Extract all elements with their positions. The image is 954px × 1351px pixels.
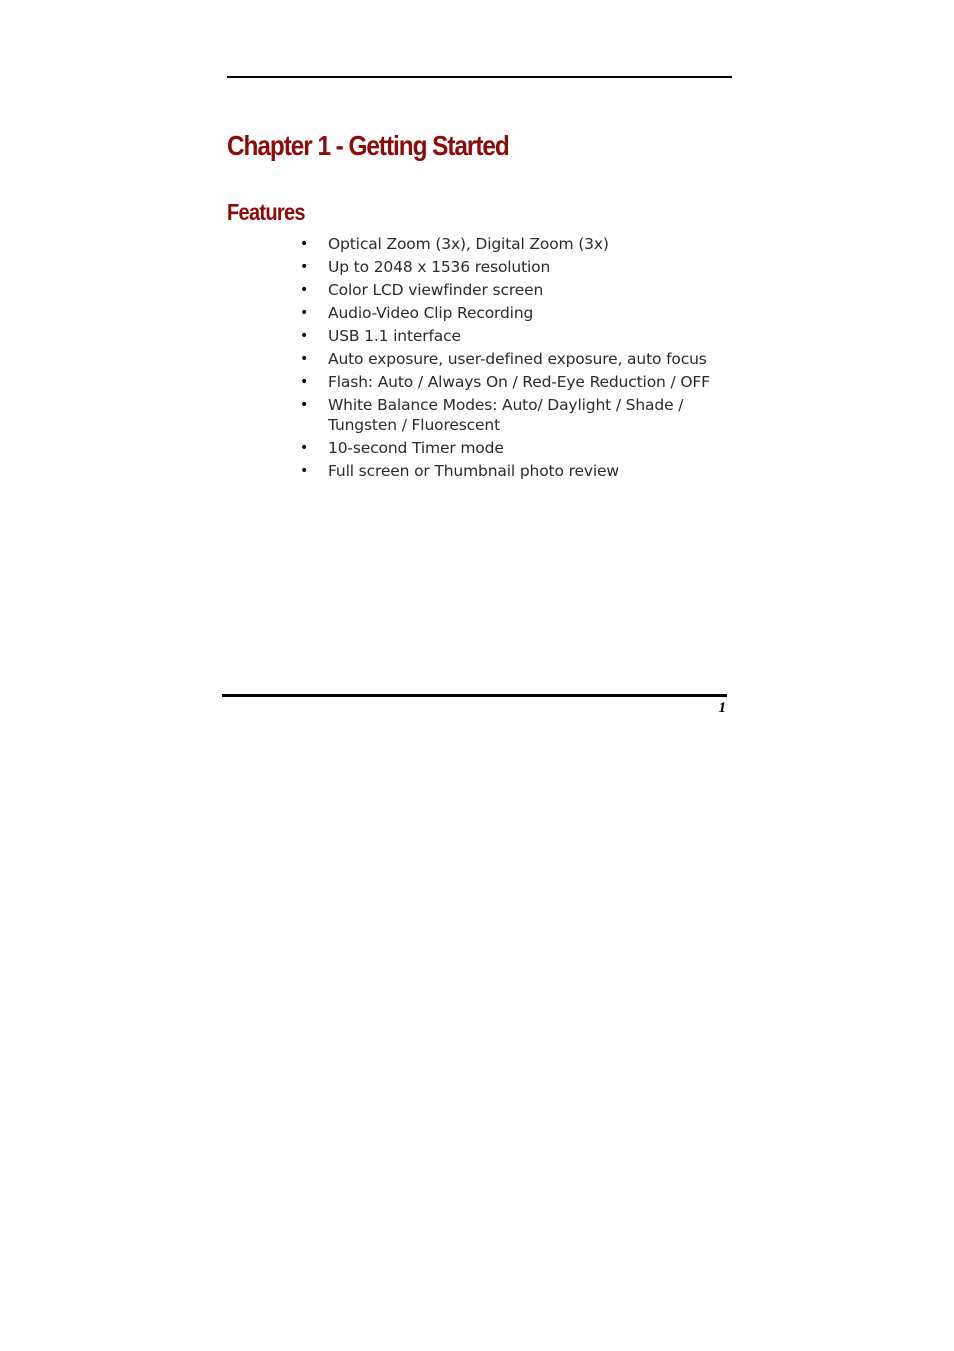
list-item — [300, 280, 730, 300]
bullet-icon: • — [300, 305, 309, 321]
list-item — [300, 438, 730, 458]
bullet-icon: • — [300, 440, 309, 456]
list-item — [300, 234, 730, 254]
header-rule — [227, 76, 732, 78]
bullet-icon: • — [300, 236, 309, 252]
bullet-icon: • — [300, 397, 309, 413]
feature-text: USB 1.1 interface — [328, 327, 461, 345]
list-item — [300, 326, 730, 346]
bullet-icon: • — [300, 374, 309, 390]
bullet-icon: • — [300, 328, 309, 344]
footer-rule — [222, 694, 727, 697]
feature-list — [300, 234, 730, 484]
feature-text: Optical Zoom (3x), Digital Zoom (3x) — [328, 235, 609, 253]
list-item — [300, 395, 730, 435]
bullet-icon: • — [300, 463, 309, 479]
bullet-icon: • — [300, 282, 309, 298]
page-number: 1 — [718, 700, 726, 716]
feature-text: Color LCD viewfinder screen — [328, 281, 544, 299]
feature-text: Flash: Auto / Always On / Red-Eye Reduction / OFF — [328, 373, 710, 391]
list-item — [300, 303, 730, 323]
list-item — [300, 372, 730, 392]
feature-text: White Balance Modes: Auto/ Daylight / Shade / Tungsten / Fluorescent — [328, 396, 684, 434]
feature-text: Full screen or Thumbnail photo review — [328, 462, 619, 480]
list-item — [300, 349, 730, 369]
list-item — [300, 461, 730, 481]
chapter-title: Chapter 1 - Getting Started — [227, 130, 509, 161]
feature-text: 10-second Timer mode — [328, 439, 504, 457]
feature-text: Audio-Video Clip Recording — [328, 304, 534, 322]
bullet-icon: • — [300, 351, 309, 367]
section-title-features: Features — [227, 199, 305, 225]
feature-text: Up to 2048 x 1536 resolution — [328, 258, 551, 276]
bullet-icon: • — [300, 259, 309, 275]
list-item — [300, 257, 730, 277]
feature-text: Auto exposure, user-defined exposure, auto focus — [328, 350, 707, 368]
